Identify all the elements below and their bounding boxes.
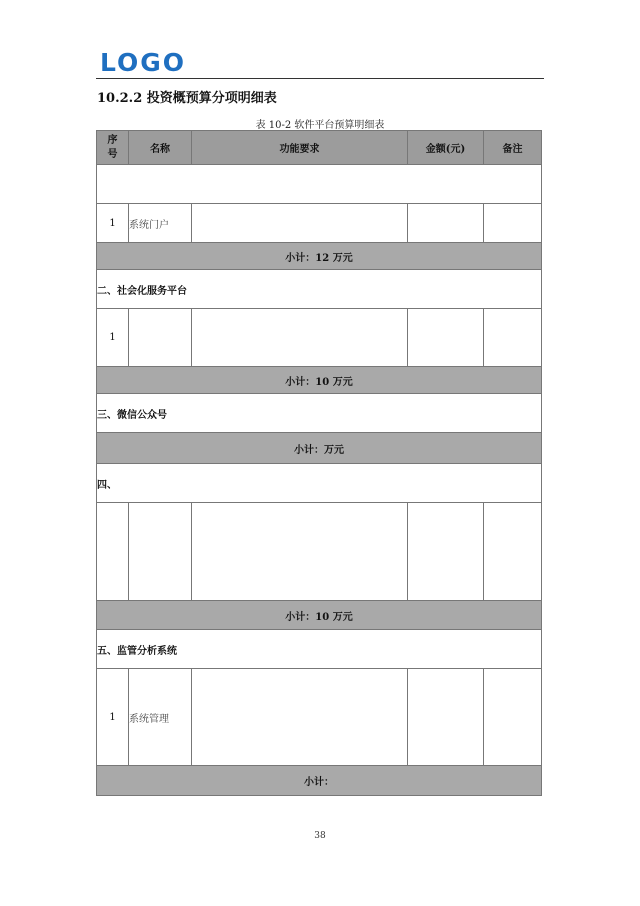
item-name: 系统管理: [129, 669, 192, 766]
item-amount: [408, 204, 484, 243]
subtotal: 小计：12 万元: [97, 243, 542, 270]
item-remark: [484, 309, 542, 367]
item-amount: [408, 503, 484, 601]
column-header-number: 序 号: [97, 131, 129, 165]
subtotal-row: [97, 243, 542, 270]
item-name: [129, 503, 192, 601]
item-number: 1: [97, 669, 129, 766]
item-amount: [408, 309, 484, 367]
table-row: [97, 503, 542, 601]
subtotal: 小计：万元: [97, 433, 542, 464]
section-title: 五、监管分析系统: [97, 630, 542, 669]
budget-table: [96, 130, 542, 796]
section-row: [97, 165, 542, 204]
column-header-remark: 备注: [484, 131, 542, 165]
subtotal: 小计：10 万元: [97, 367, 542, 394]
item-number: 1: [97, 204, 129, 243]
table-row: [97, 309, 542, 367]
column-header-function: 功能要求: [192, 131, 408, 165]
subtotal-row: [97, 601, 542, 630]
item-amount: [408, 669, 484, 766]
section-row: [97, 464, 542, 503]
table-row: [97, 204, 542, 243]
table-caption: 表 10-2 软件平台预算明细表: [255, 120, 385, 131]
item-number: 1: [97, 309, 129, 367]
section-title: 二、社会化服务平台: [97, 270, 542, 309]
section-title: [97, 165, 542, 204]
item-name: [129, 309, 192, 367]
subtotal-row: [97, 433, 542, 464]
table-header-row: [97, 131, 542, 165]
item-function: [192, 503, 408, 601]
subtotal-row: [97, 766, 542, 796]
item-remark: [484, 503, 542, 601]
subtotal: 小计：10 万元: [97, 601, 542, 630]
logo: LOGO: [100, 48, 187, 77]
column-header-amount: 金额(元): [408, 131, 484, 165]
section-row: [97, 270, 542, 309]
page-number: 38: [314, 831, 326, 841]
column-header-name: 名称: [129, 131, 192, 165]
item-function: [192, 669, 408, 766]
item-name: 系统门户: [129, 204, 192, 243]
table-row: [97, 669, 542, 766]
section-heading: 10.2.2 投资概预算分项明细表: [97, 91, 277, 106]
section-row: [97, 394, 542, 433]
subtotal: 小计：: [97, 766, 542, 796]
section-row: [97, 630, 542, 669]
item-function: [192, 204, 408, 243]
section-title: 四、: [97, 464, 542, 503]
header-rule: [96, 78, 544, 79]
item-function: [192, 309, 408, 367]
subtotal-row: [97, 367, 542, 394]
item-remark: [484, 204, 542, 243]
item-remark: [484, 669, 542, 766]
item-number: [97, 503, 129, 601]
section-title: 三、微信公众号: [97, 394, 542, 433]
